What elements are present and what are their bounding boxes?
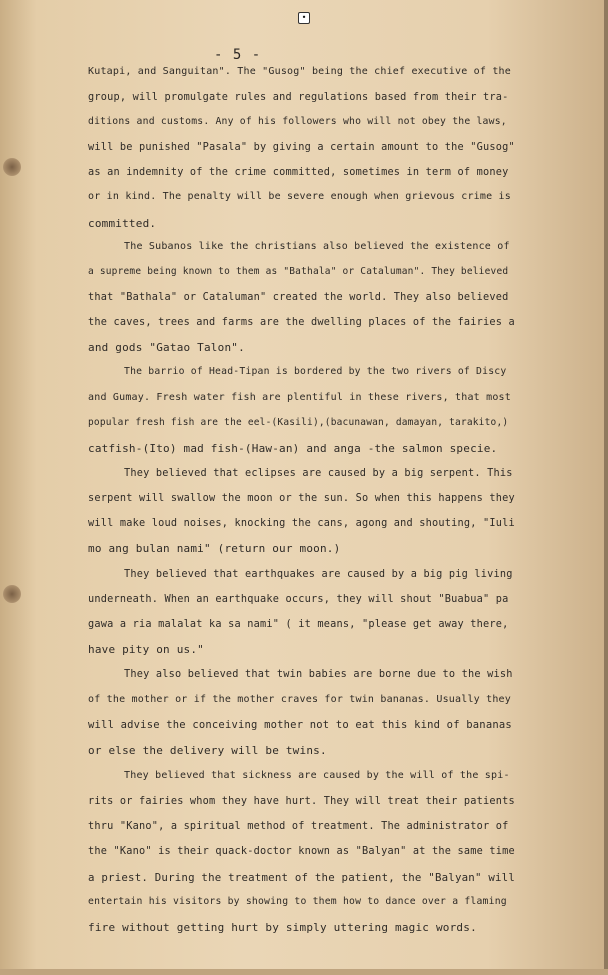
text-line: fire without getting hurt by simply uttering magic words. — [88, 921, 477, 934]
top-mark-icon: • — [298, 12, 310, 24]
text-line: popular fresh fish are the eel-(Kasili),(bacunawan, damayan, tarakito,) — [88, 417, 509, 428]
binder-hole — [3, 158, 21, 176]
text-line: mo ang bulan nami" (return our moon.) — [88, 542, 341, 555]
text-line: The barrio of Head-Tipan is bordered by the two rivers of Discy — [124, 366, 507, 377]
text-line: or else the delivery will be twins. — [88, 744, 327, 757]
text-line: will be punished "Pasala" by giving a certain amount to the "Gusog" — [88, 141, 515, 153]
text-line: They believed that eclipses are caused by a big serpent. This — [124, 467, 513, 479]
text-line: rits or fairies whom they have hurt. They will treat their patients — [88, 795, 515, 807]
text-line: underneath. When an earthquake occurs, they will shout "Buabua" pa — [88, 593, 509, 605]
text-line: Kutapi, and Sanguitan". The "Gusog" being the chief executive of the — [88, 66, 511, 77]
text-line: They believed that sickness are caused by the will of the spi- — [124, 770, 510, 781]
text-line: entertain his visitors by showing to them how to dance over a flaming — [88, 896, 507, 907]
text-line: a priest. During the treatment of the patient, the "Balyan" will — [88, 871, 516, 884]
text-line: of the mother or if the mother craves for twin bananas. Usually they — [88, 694, 511, 705]
page-number: - 5 - — [214, 47, 262, 63]
text-line: will advise the conceiving mother not to eat this kind of bananas — [88, 719, 512, 731]
binder-hole — [3, 585, 21, 603]
page-bottom-edge — [0, 969, 608, 975]
text-line: serpent will swallow the moon or the sun. So when this happens they — [88, 492, 515, 504]
text-line: ditions and customs. Any of his followers who will not obey the laws, — [88, 116, 507, 127]
text-line: They believed that earthquakes are caused by a big pig living — [124, 568, 513, 580]
text-line: a supreme being known to them as "Bathala" or Cataluman". They believed — [88, 266, 509, 277]
text-line: and gods "Gatao Talon". — [88, 341, 245, 354]
text-line: or in kind. The penalty will be severe enough when grievous crime is — [88, 191, 511, 202]
text-line: committed. — [88, 217, 157, 230]
text-line: the "Kano" is their quack-doctor known as "Balyan" at the same time — [88, 845, 515, 857]
text-line: thru "Kano", a spiritual method of treatment. The administrator of — [88, 820, 509, 832]
page-edge — [604, 0, 608, 975]
text-line: They also believed that twin babies are borne due to the wish — [124, 668, 513, 680]
text-line: catfish-(Ito) mad fish-(Haw-an) and anga -the salmon specie. — [88, 442, 498, 455]
text-line: group, will promulgate rules and regulations based from their tra- — [88, 91, 509, 103]
text-line: and Gumay. Fresh water fish are plentiful in these rivers, that most — [88, 392, 511, 403]
text-line: the caves, trees and farms are the dwelling places of the fairies a — [88, 316, 515, 328]
text-line: will make loud noises, knocking the cans, agong and shouting, "Iuli — [88, 517, 515, 529]
text-line: The Subanos like the christians also believed the existence of — [124, 241, 510, 252]
text-line: have pity on us." — [88, 643, 204, 656]
text-line: as an indemnity of the crime committed, sometimes in term of money — [88, 166, 509, 178]
text-line: gawa a ria malalat ka sa nami" ( it means, "please get away there, — [88, 618, 509, 630]
text-line: that "Bathala" or Cataluman" created the world. They also believed — [88, 291, 509, 303]
